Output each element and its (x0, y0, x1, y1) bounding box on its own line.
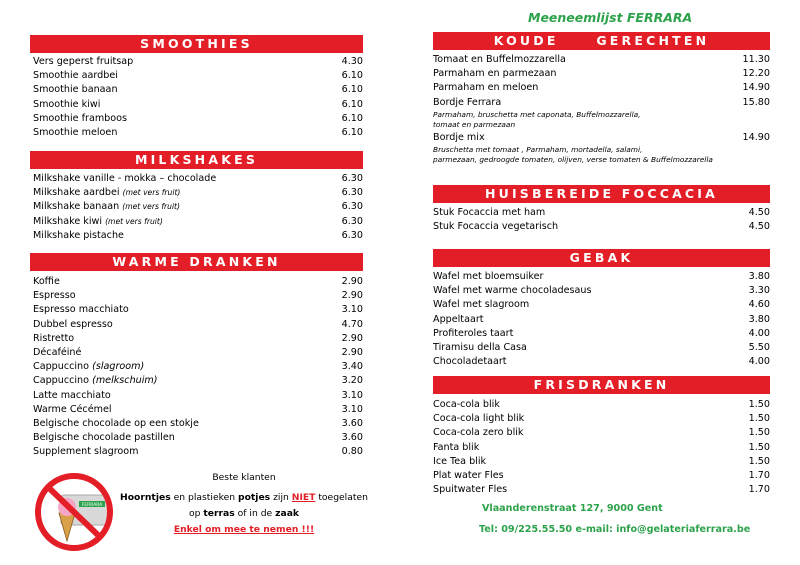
section-smoothies (30, 35, 363, 140)
menu-item (433, 398, 770, 412)
section-header: SMOOTHIES (30, 35, 363, 53)
menu-item-label: Cappuccino (33, 361, 90, 373)
menu-item-price: 4.60 (748, 299, 770, 311)
menu-item-price: 14.90 (742, 131, 770, 143)
section-frisdranken (433, 376, 770, 497)
menu-item-name (433, 327, 513, 341)
menu-item-price: 4.50 (748, 207, 770, 218)
menu-item-name (33, 303, 129, 317)
section-warme-dranken (30, 253, 363, 459)
menu-item-price: 6.30 (341, 229, 363, 241)
menu-item (30, 417, 363, 431)
menu-item-price: 4.30 (341, 56, 363, 67)
menu-item-price: 1.50 (748, 441, 770, 453)
menu-item-price: 2.90 (341, 276, 363, 287)
menu-item (30, 98, 363, 112)
menu-item-price: 2.90 (341, 290, 363, 302)
menu-item-name (33, 83, 118, 97)
menu-item-price: 4.00 (748, 356, 770, 368)
menu-item-note: (met vers fruit) (122, 202, 180, 212)
menu-item-label: Warme Cécémel (33, 403, 112, 415)
menu-item-name (433, 341, 527, 355)
menu-item (433, 455, 770, 469)
menu-item-label: Coca-cola blik (433, 399, 500, 410)
section-koude-gerechten (433, 32, 770, 166)
menu-item-note: (melkschuim) (92, 375, 158, 387)
menu-item-name (433, 355, 507, 369)
menu-item-label: Stuk Focaccia met ham (433, 207, 546, 218)
menu-item (433, 412, 770, 426)
menu-item-price: 11.30 (742, 54, 770, 65)
menu-item-name (433, 412, 524, 426)
notice-greeting: Beste klanten (212, 472, 276, 483)
menu-item-name (433, 131, 485, 145)
item-list (433, 398, 770, 497)
menu-item-label: Plat water Fles (433, 469, 504, 481)
menu-item-label: Milkshake banaan (33, 201, 120, 213)
menu-item-label: Wafel met bloemsuiker (433, 271, 544, 282)
menu-item-name (433, 53, 566, 67)
menu-item-price: 1.70 (748, 469, 770, 481)
menu-item-price: 6.30 (341, 201, 363, 213)
menu-item-name (433, 206, 545, 220)
menu-item-name (33, 69, 118, 83)
menu-item-note: (slagroom) (92, 361, 145, 373)
item-list (433, 206, 770, 234)
menu-item-label: Smoothie meloen (33, 126, 118, 138)
menu-item (433, 426, 770, 440)
menu-item-description: Bruschetta met tomaat , Parmaham, mortadella, salami, (433, 144, 643, 154)
menu-item (30, 69, 363, 83)
section-focaccia (433, 185, 770, 234)
notice-word: terras (203, 508, 235, 519)
section-gebak (433, 249, 770, 369)
menu-item-price: 4.50 (748, 221, 770, 233)
menu-item-price: 1.50 (748, 413, 770, 425)
menu-item-label: Belgische chocolade op een stokje (33, 417, 199, 429)
menu-item (30, 374, 363, 388)
menu-item-label: Espresso (33, 290, 76, 302)
menu-item-label: Cappuccino (33, 375, 90, 387)
menu-item-price: 4.70 (341, 318, 363, 330)
menu-item-label: Smoothie framboos (33, 112, 128, 124)
item-list (433, 53, 770, 166)
menu-item (30, 389, 363, 403)
menu-item-note: (met vers fruit) (105, 216, 163, 226)
menu-item-label: Chocoladetaart (433, 356, 507, 368)
menu-item-name (33, 55, 133, 69)
menu-item (30, 303, 363, 317)
menu-item-name (33, 374, 157, 388)
menu-item-label: Latte macchiato (33, 389, 111, 401)
menu-item-price: 3.20 (341, 375, 363, 387)
menu-item (433, 67, 770, 81)
menu-item-label: Tiramisu della Casa (433, 341, 527, 353)
menu-item (30, 318, 363, 332)
contact-info: Tel: 09/225.55.50 e-mail: info@gelateriaferrara.be (479, 524, 751, 535)
menu-item-label: Supplement slagroom (33, 446, 139, 458)
menu-item (30, 229, 363, 243)
menu-item (433, 483, 770, 497)
page-title: Meeneemlijst FERRARA (528, 10, 693, 25)
menu-item-label: Décaféiné (33, 346, 82, 358)
menu-item-name (433, 220, 558, 234)
section-header: FRISDRANKEN (433, 376, 770, 394)
menu-item-price: 15.80 (742, 96, 770, 108)
menu-item-name (33, 332, 74, 346)
section-header: GEBAK (433, 249, 770, 267)
menu-item-price: 3.10 (341, 304, 363, 316)
menu-item-name (33, 360, 144, 374)
menu-item-label: Milkshake pistache (33, 229, 124, 241)
menu-item-label: Dubbel espresso (33, 318, 113, 330)
menu-item-price: 3.10 (341, 389, 363, 401)
menu-item-label: Smoothie kiwi (33, 98, 101, 110)
menu-item-label: Smoothie aardbei (33, 70, 118, 82)
menu-item (30, 215, 363, 229)
section-header: MILKSHAKES (30, 151, 363, 169)
sign-text: FERRARA (81, 503, 103, 508)
menu-item-label: Milkshake kiwi (33, 215, 103, 227)
menu-item-label: Coca-cola zero blik (433, 427, 524, 439)
notice-word: zijn (270, 492, 292, 503)
menu-item (433, 327, 770, 341)
menu-item-name (433, 398, 500, 412)
menu-item-label: Profiteroles taart (433, 327, 514, 339)
menu-item-price: 3.80 (748, 271, 770, 282)
notice-word: en plastieken (170, 492, 239, 503)
menu-item-name (433, 81, 538, 95)
section-header: KOUDE GERECHTEN (433, 32, 770, 50)
menu-item (433, 298, 770, 312)
menu-item (433, 206, 770, 220)
menu-item (30, 55, 363, 69)
menu-item-name (33, 112, 127, 126)
menu-item (30, 186, 363, 200)
menu-item-name (433, 469, 504, 483)
menu-item (433, 81, 770, 95)
menu-item (433, 270, 770, 284)
menu-item-name (33, 318, 113, 332)
menu-item (30, 332, 363, 346)
menu-item-label: Espresso macchiato (33, 304, 129, 316)
menu-item-name (33, 403, 112, 417)
menu-item-price: 6.30 (341, 187, 363, 199)
menu-item (433, 96, 770, 110)
menu-item-price: 1.50 (748, 399, 770, 410)
menu-item (433, 220, 770, 234)
menu-item-price: 3.80 (748, 313, 770, 325)
notice-word: Hoorntjes (120, 492, 171, 503)
notice-word: op (189, 508, 204, 519)
item-list (30, 55, 363, 140)
menu-item-price: 5.50 (748, 341, 770, 353)
menu-item (433, 355, 770, 369)
menu-item-label: Spuitwater Fles (433, 484, 508, 496)
menu-item (30, 403, 363, 417)
menu-item (433, 441, 770, 455)
menu-item-label: Fanta blik (433, 441, 480, 453)
menu-item-price: 3.40 (341, 361, 363, 373)
notice-line-3 (115, 506, 373, 522)
menu-item-name (33, 431, 175, 445)
menu-item-price: 6.30 (341, 173, 363, 184)
menu-item-price: 0.80 (341, 446, 363, 458)
menu-item (433, 469, 770, 483)
menu-item-name (33, 445, 139, 459)
menu-item (30, 431, 363, 445)
menu-item-price: 6.30 (341, 215, 363, 227)
menu-item-price: 6.10 (341, 70, 363, 82)
section-header: WARME DRANKEN (30, 253, 363, 271)
menu-item-name (33, 346, 81, 360)
menu-item-label: Smoothie banaan (33, 84, 118, 96)
menu-item (30, 289, 363, 303)
menu-item-label: Wafel met warme chocoladesaus (433, 285, 592, 297)
menu-item-name (33, 417, 199, 431)
menu-item (30, 360, 363, 374)
menu-item-name (433, 67, 557, 81)
menu-item (433, 284, 770, 298)
menu-item (433, 53, 770, 67)
menu-item-price: 12.20 (742, 68, 770, 80)
notice-word: potjes (238, 492, 271, 503)
menu-item-name (33, 186, 180, 200)
menu-item-label: Parmaham en meloen (433, 82, 539, 94)
menu-item-name (433, 313, 484, 327)
menu-item-name (433, 284, 591, 298)
menu-item-name (433, 483, 507, 497)
menu-item-description: Parmaham, bruschetta met caponata, Buffelmozzarella, (433, 109, 641, 119)
menu-item-label: Milkshake vanille - mokka – chocolade (33, 173, 217, 184)
menu-item (30, 275, 363, 289)
menu-item (30, 83, 363, 97)
menu-item (30, 112, 363, 126)
menu-item-label: Ice Tea blik (433, 455, 487, 467)
menu-item (433, 341, 770, 355)
menu-item-name (433, 426, 524, 440)
menu-item-label: Ristretto (33, 332, 75, 344)
notice-word: toegelaten (315, 492, 368, 503)
menu-item-label: Bordje mix (433, 131, 485, 143)
menu-item (30, 172, 363, 186)
address: Vlaanderenstraat 127, 9000 Gent (482, 503, 663, 514)
menu-item (30, 126, 363, 140)
item-list (30, 172, 363, 243)
menu-item (433, 313, 770, 327)
menu-item-price: 6.10 (341, 126, 363, 138)
notice-word: zaak (275, 508, 299, 519)
menu-item-name (33, 215, 163, 229)
menu-item-name (33, 200, 180, 214)
menu-item-name (33, 98, 100, 112)
menu-item-price: 1.50 (748, 427, 770, 439)
menu-item-price: 2.90 (341, 346, 363, 358)
menu-item-name (433, 298, 529, 312)
menu-item-price: 3.10 (341, 403, 363, 415)
menu-item-price: 14.90 (742, 82, 770, 94)
notice-word: NIET (291, 492, 316, 503)
menu-item-label: Belgische chocolade pastillen (33, 432, 175, 444)
menu-item-label: Koffie (33, 276, 60, 287)
menu-item-price: 6.10 (341, 112, 363, 124)
menu-item-note: (met vers fruit) (122, 188, 181, 198)
section-milkshakes (30, 151, 363, 243)
notice-line-2 (115, 490, 373, 506)
menu-item-name (433, 441, 479, 455)
menu-item-label: Bordje Ferrara (433, 96, 502, 108)
menu-item-label: Coca-cola light blik (433, 413, 525, 425)
menu-item-name (433, 455, 486, 469)
menu-item (30, 200, 363, 214)
menu-item-label: Stuk Focaccia vegetarisch (433, 221, 559, 233)
menu-item-label: Milkshake aardbei (33, 187, 120, 199)
no-ice-cream-sign-icon (33, 473, 115, 551)
menu-item-label: Vers geperst fruitsap (33, 56, 134, 67)
item-list (30, 275, 363, 459)
menu-item-description: parmezaan, gedroogde tomaten, olijven, verse tomaten & Buffelmozzarella (433, 155, 713, 165)
menu-item-name (33, 389, 111, 403)
menu-item-price: 3.30 (748, 285, 770, 297)
menu-item-price: 1.70 (748, 484, 770, 496)
menu-item-name (33, 275, 60, 289)
menu-item (30, 445, 363, 459)
menu-item-label: Parmaham en parmezaan (433, 68, 557, 80)
menu-item-name (33, 126, 117, 140)
menu-item (30, 346, 363, 360)
item-list (433, 270, 770, 369)
menu-item-name (433, 96, 501, 110)
menu-item-name (33, 289, 76, 303)
menu-item-name (33, 229, 124, 243)
menu-item-price: 3.60 (341, 432, 363, 444)
notice-text (115, 470, 373, 538)
menu-item-price: 3.60 (341, 417, 363, 429)
menu-item-label: Appeltaart (433, 313, 484, 325)
section-header: HUISBEREIDE FOCCACIA (433, 185, 770, 203)
menu-item-price: 6.10 (341, 98, 363, 110)
menu-item-label: Wafel met slagroom (433, 299, 530, 311)
menu-item-name (433, 270, 543, 284)
menu-item-name (33, 172, 216, 186)
menu-item-price: 2.90 (341, 332, 363, 344)
menu-item-price: 6.10 (341, 84, 363, 96)
notice-line-4: Enkel om mee te nemen !!! (173, 524, 315, 535)
menu-item-label: Tomaat en Buffelmozzarella (433, 54, 566, 65)
menu-item (433, 131, 770, 145)
notice-word: of in de (234, 508, 276, 519)
menu-item-description: tomaat en parmezaan (433, 120, 516, 130)
menu-item-price: 1.50 (748, 455, 770, 467)
menu-item-price: 4.00 (748, 327, 770, 339)
